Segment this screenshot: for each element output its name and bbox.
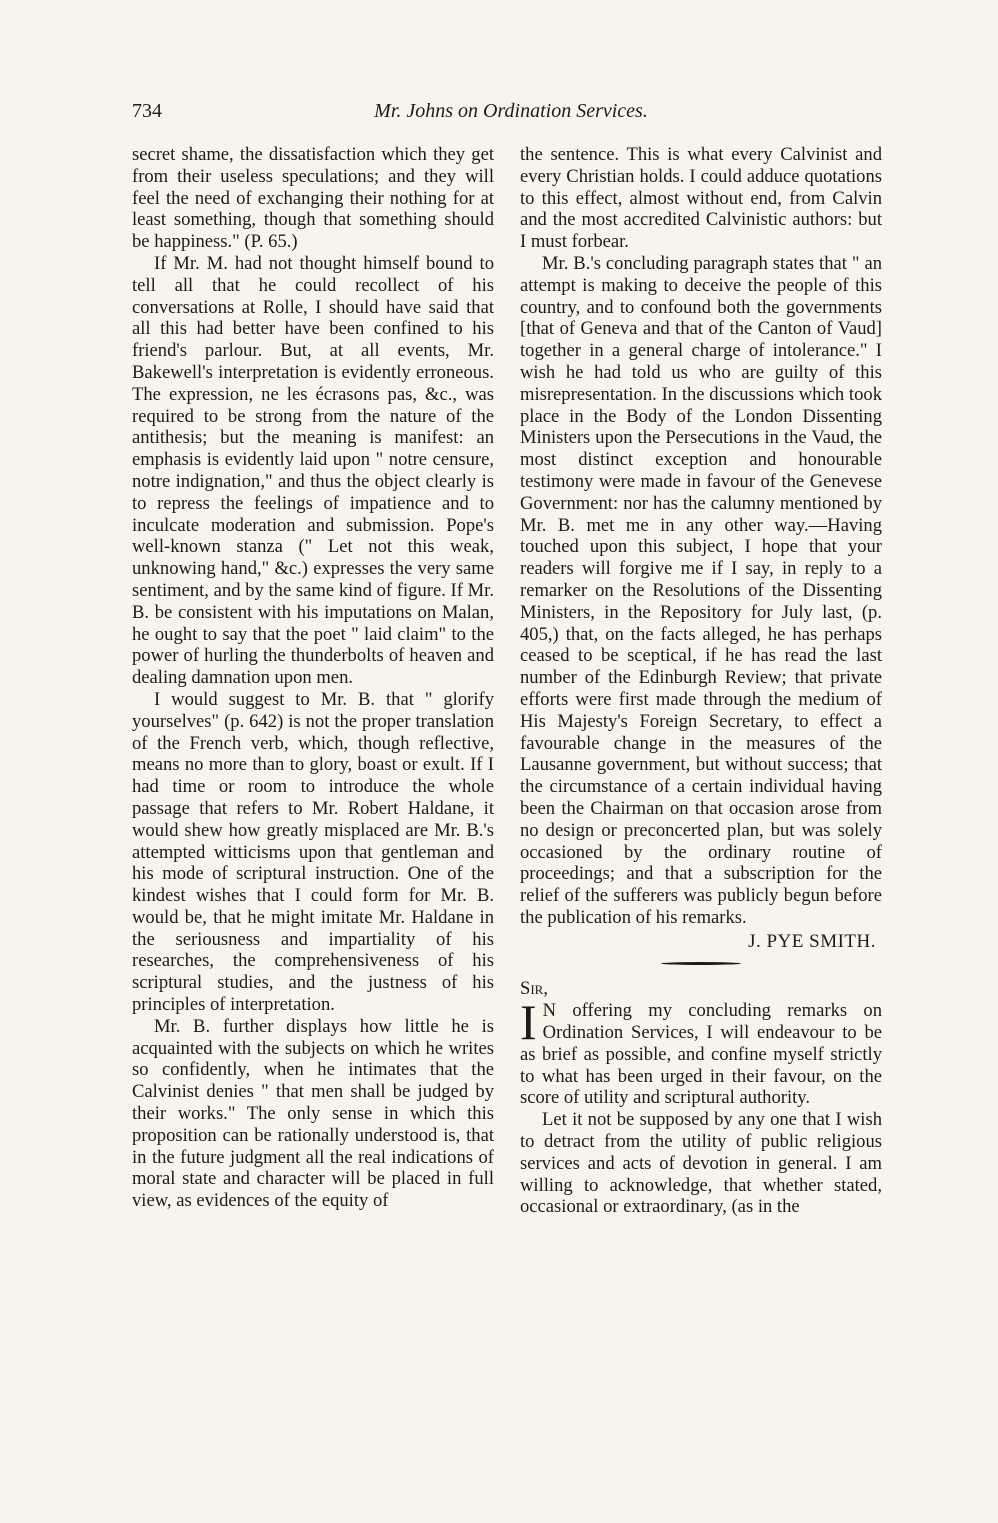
page-header <box>132 100 890 132</box>
paragraph: Mr. B. further displays how little he is acquainted with the subjects on which he writes so confidently, when he intimates that the Calvinist denies " that men shall be judged by their works." The only sense in which this proposition can be rationally understood is, that in the future judgment all the real indications of moral state and character will be placed in full view, as evidences of the equity of <box>132 1015 494 1212</box>
section-divider <box>520 952 882 978</box>
page-number: 734 <box>132 100 162 122</box>
paragraph: Let it not be supposed by any one that I wish to detract from the utility of public religious services and acts of devotion in general. I am willing to acknowledge, that whether stated, occasional or extraordinary, (as in the <box>520 1109 882 1218</box>
paragraph: If Mr. M. had not thought himself bound to tell all that he could recollect of his conversations at Rolle, I should have said that all this had better have been confined to his friend's parlour. But, at all events, Mr. Bakewell's interpretation is evidently erroneous. The expression, ne les écrasons pas, &c., was required to be strong from the nature of the antithesis; but the meaning is manifest: an emphasis is evidently laid upon " notre censure, notre indignation," and thus the object clearly is to repress the feelings of impatience and to inculcate moderation and submission. Pope's well-known stanza (" Let not this weak, unknowing hand," &c.) expresses the very same sentiment, and by the same kind of figure. If Mr. B. be consistent with his imputations on Malan, he ought to say that the poet " laid claim" to the power of hurling the thunderbolts of heaven and dealing damnation upon men. <box>132 252 494 689</box>
left-column <box>132 144 494 1212</box>
paragraph: I would suggest to Mr. B. that " glorify yourselves" (p. 642) is not the proper translation of the French verb, which, though reflective, means no more than to glory, boast or exult. If I had time or room to introduce the whole passage that refers to Mr. Robert Haldane, it would shew how greatly misplaced are Mr. B.'s attempted witticisms upon that gentleman and his mode of scriptural instruction. One of the kindest wishes that I could form for Mr. B. would be, that he might imitate Mr. Haldane in the seriousness and impartiality of his researches, the comprehensiveness of his scriptural studies, and the justness of his principles of interpretation. <box>132 688 494 1016</box>
right-column <box>520 144 882 1218</box>
paragraph <box>520 994 882 1109</box>
paragraph-text: N offering my concluding remarks on Ordination Services, I will endeavour to be as brief as possible, and confine myself strictly to what has been urged in their favour, on the score of utility and scriptural authority. <box>520 1000 882 1109</box>
paragraph: Mr. B.'s concluding paragraph states that " an attempt is making to deceive the people of this country, and to confound both the governments [that of Geneva and that of the Canton of Vaud] together in a general charge of intolerance." I wish he had told us who are guilty of this misrepresentation. In the discussions which took place in the Body of the London Dissenting Ministers upon the Persecutions in the Vaud, the most distinct exception and honourable testimony were made in favour of the Genevese Government: nor has the calumny mentioned by Mr. B. met me in any other way.—Having touched upon this subject, I hope that your readers will forgive me if I say, in reply to a remarker on the Resolutions of the Dissenting Ministers, in the Repository for July last, (p. 405,) that, on the facts alleged, he has perhaps ceased to be sceptical, if he has read the last number of the Edinburgh Review; that private efforts were first made through the medium of His Majesty's Foreign Secretary, to effect a favourable change in the measures of the Lausanne government, but without success; that the circumstance of a certain individual having been the Chairman on that occasion arose from no design or preconcerted plan, but was solely occasioned by the ordinary routine of proceedings; and that a subscription for the relief of the sufferers was publicly begun before the publication of his remarks. <box>520 252 882 928</box>
paragraph: secret shame, the dissatisfaction which they get from their useless speculations; and they will feel the need of exchanging their nothing for at least something, though that something should be happiness." (P. 65.) <box>132 144 494 253</box>
salutation: Sir, <box>520 978 548 1000</box>
running-title: Mr. Johns on Ordination Services. <box>374 100 648 122</box>
paragraph: the sentence. This is what every Calvinist and every Christian holds. I could adduce quotations to this effect, almost without end, from Calvin and the most accredited Calvinistic authors: but I must forbear. <box>520 144 882 253</box>
drop-cap: I <box>520 994 537 1051</box>
signature: J. PYE SMITH. <box>748 930 876 952</box>
